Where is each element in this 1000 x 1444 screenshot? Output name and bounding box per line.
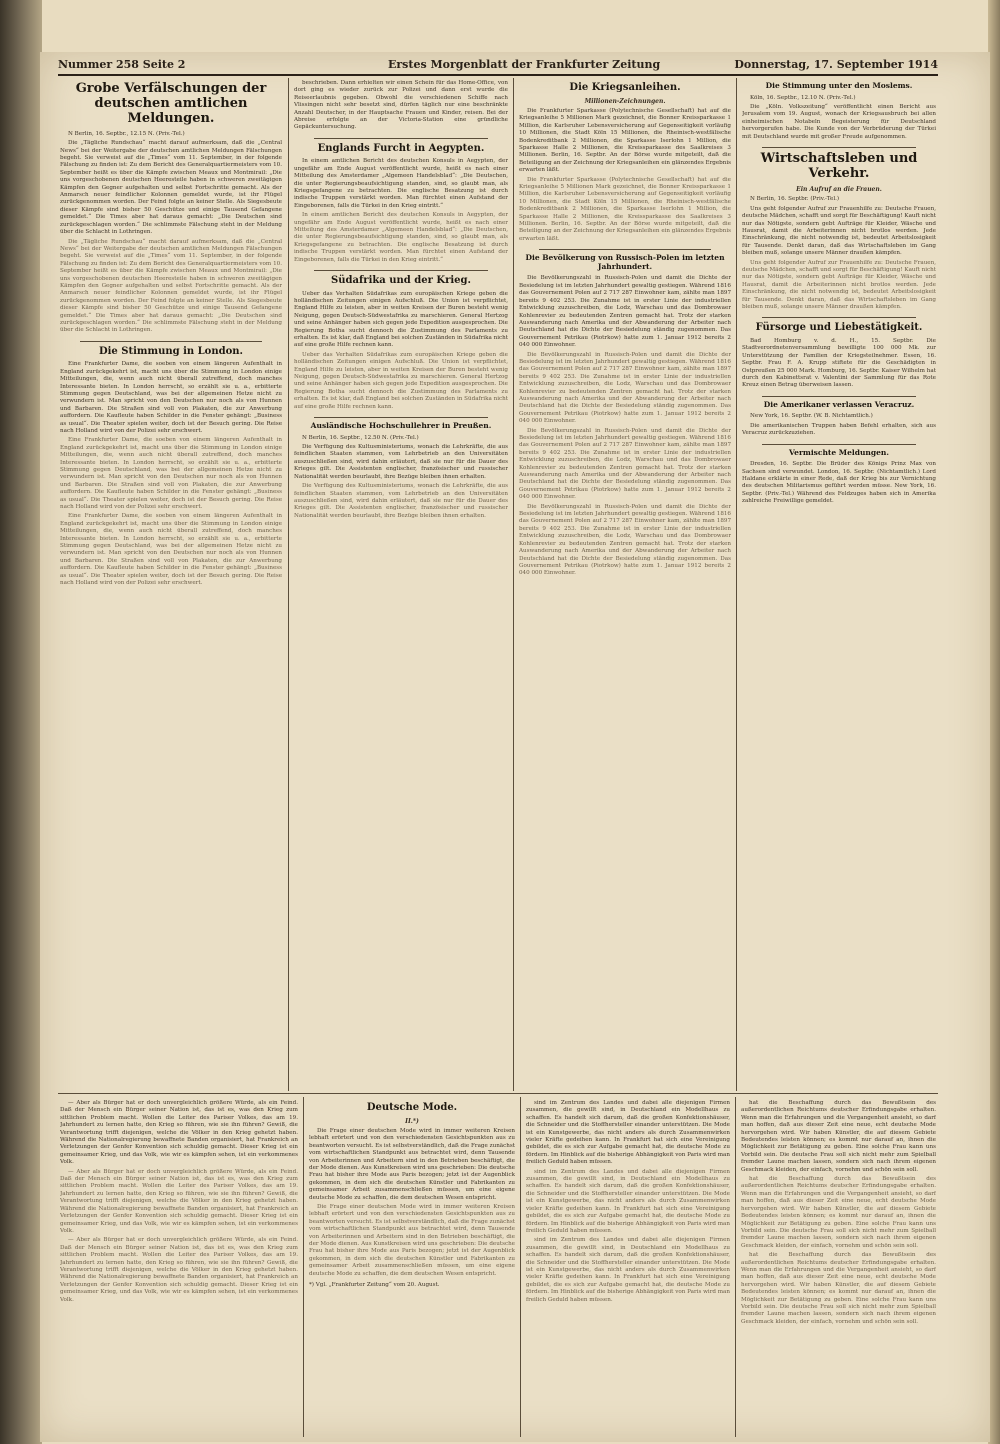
- article-body: Eine Frankfurter Dame, die soeben von einem längeren Aufenthalt in England zurückgekehrt ist, macht uns über die Stimmung in London einige Mitteilungen, die, wenn auch nicht überall zutreffend, doch manches Interessante bieten. In London herrscht, so erzählt sie u. a., erbitterte Stimmung gegen Deutschland, was bei der allgemeinen Hetze nicht zu verwundern ist. Man spricht von den Deutschen nur noch als von Hunnen und Barbaren. Die Straßen sind voll von Plakaten, die zur Anwerbung auffordern. Die Kaufleute haben Schilder in die Fenster gehängt: „Business as usual“. Die Theater spielen weiter, doch ist der Besuch gering. Die Reise nach Holland wird von der Polizei sehr erschwert.: [60, 437, 282, 510]
- article-title: Die Kriegsanleihen.: [569, 82, 681, 93]
- article-number: II.*): [405, 1117, 419, 1125]
- article-dateline: N Berlin, 16. Septbr., 12.50 N. (Priv.-Tel.): [302, 434, 419, 441]
- article-moslems: [742, 82, 936, 141]
- article-body: Die Frage einer deutschen Mode wird in immer weiteren Kreisen lebhaft erörtert und von den verschiedensten Gesichtspunkten aus zu beantworten versucht. Es ist selbstverständlich, daß die Frage zunächst vom wirtschaftlichen Standpunkt aus betrachtet wird, denn Tausende von Arbeiterinnen und Arbeitern sind in den Betrieben beschäftigt, die der Mode dienen. Aus Kunstkreisen wird uns geschrieben: Die deutsche Frau hat bisher ihre Mode aus Paris bezogen; jetzt ist der Augenblick gekommen, in dem sich die deutschen Künstler und Fabrikanten zu gemeinsamer Arbeit zusammenschließen müssen, um eine eigene deutsche Mode zu schaffen, die dem deutschen Wesen entspricht.: [309, 1203, 515, 1277]
- article-wirtschaft: [742, 152, 936, 311]
- article-body: sind im Zentrum des Landes und dabei alle diejenigen Firmen zusammen, die gewillt sind, in Deutschland ein Modellhaus zu schaffen. Es handelt sich darum, daß die großen Konfektionshäuser, die Schneider und die Stoffhersteller einander unterstützen. Die Mode ist ein Kunstgewerbe, das nicht anders als durch Zusammenwirken vieler Kräfte gedeihen kann. In Frankfurt hat sich eine Vereinigung gebildet, die es sich zur Aufgabe gemacht hat, die deutsche Mode zu fördern. Im Hinblick auf die bisherige Abhängigkeit von Paris wird man freilich Geduld haben müssen.: [526, 1237, 730, 1303]
- article-body: — Aber als Bürger hat er doch unvergleichlich größere Würde, als ein Feind. Daß der Mensch ein Bürger seiner Nation ist, das ist es, was den Krieg zum sittlichen Problem macht. Wollen die Leiter des Pariser Volkes, das am 19. Jahrhundert zu lernen hatte, den Krieg so führen, wie sie ihn führen? Gewiß, die Verantwortung trifft diejenigen, welche die Völker in den Krieg gehetzt haben. Während die Nationalregierung bewaffnete Banden organisiert, hat Frankreich an Verletzungen der Genfer Konvention sich schuldig gemacht. Dieser Krieg ist ein gemeinsamer Krieg, und das Volk, wie wir es kämpfen sehen, ist ein verkommenes Volk.: [60, 1168, 298, 1234]
- divider: [80, 341, 262, 342]
- column-2: [294, 80, 508, 1090]
- article-body: — Aber als Bürger hat er doch unvergleichlich größere Würde, als ein Feind. Daß der Mensch ein Bürger seiner Nation ist, das ist es, was den Krieg zum sittlichen Problem macht. Wollen die Leiter des Pariser Volkes, das am 19. Jahrhundert zu lernen hatte, den Krieg so führen, wie sie ihn führen? Gewiß, die Verantwortung trifft diejenigen, welche die Völker in den Krieg gehetzt haben. Während die Nationalregierung bewaffnete Banden organisiert, hat Frankreich an Verletzungen der Genfer Konvention sich schuldig gemacht. Dieser Krieg ist ein gemeinsamer Krieg, und das Volk, wie wir es kämpfen sehen, ist ein verkommenes Volk.: [60, 1100, 298, 1166]
- column-rule: [735, 1097, 736, 1437]
- article-body: In einem amtlichen Bericht des deutschen Konsuls in Aegypten, der ungefähr am Ende August veröffentlicht wurde, heißt es nach einer Mitteilung des Amsterdamer „Algemeen Handelsblad“: „Die Deutschen, die unter Regierungsbeaufsichtigung standen, sind, so glaubt man, als Kriegsgefangene zu betrachten. Die englische Besatzung ist durch indische Truppen verstärkt worden. Man fürchtet einen Aufstand der Eingeborenen, falls die Türkei in den Krieg eintritt.“: [294, 158, 508, 209]
- article-body: hat die Beschaffung durch das Bewußtsein des außerordentlichen Reichtums deutscher Erfindungsgabe erhalten. Wenn man die Erfahrungen und die Vergangenheit ansieht, so darf man hoffen, daß aus dieser Zeit eine neue, echt deutsche Mode hervorgehen wird. Wir haben Künstler, die auf diesem Gebiete Bedeutendes leisten können; es kommt nur darauf an, ihnen die Möglichkeit zur Betätigung zu geben. Eine solche Frau kann uns Vorbild sein. Die deutsche Frau soll sich nicht mehr zum Spielball fremder Laune machen lassen, sondern sich nach ihrem eigenen Geschmack kleiden, der einfach, vornehm und schön sein soll.: [741, 1100, 936, 1173]
- article-body: Uns geht folgender Aufruf zur Frauenhilfe zu: Deutsche Frauen, deutsche Mädchen, schafft und sorgt für Beschäftigung! Kauft nicht nur das Nötigste, sondern gebt Aufträge für Kleider, Wäsche und Hausrat, damit die Arbeiterinnen nicht brotlos werden. Jede Einschränkung, die nicht notwendig ist, bedeutet Arbeitslosigkeit für Tausende. Denkt daran, daß das Wirtschaftsleben im Gang bleiben muß, solange unsere Männer draußen kämpfen.: [742, 259, 936, 311]
- article-body: Uns geht folgender Aufruf zur Frauenhilfe zu: Deutsche Frauen, deutsche Mädchen, schafft und sorgt für Beschäftigung! Kauft nicht nur das Nötigste, sondern gebt Aufträge für Kleider, Wäsche und Hausrat, damit die Arbeiterinnen nicht brotlos werden. Jede Einschränkung, die nicht notwendig ist, bedeutet Arbeitslosigkeit für Tausende. Denkt daran, daß das Wirtschaftsleben im Gang bleiben muß, solange unsere Männer draußen kämpfen.: [742, 205, 936, 257]
- article-body: Bad Homburg v. d. H., 15. Septbr. Die Stadtverordnetenversammlung bewilligte 100 000 Mk. zur Unterstützung der Familien der Kriegsteilnehmer. Essen, 16. Septbr. Frau F. A. Krupp stiftete für die Geschädigten in Ostpreußen 25 000 Mark. Homburg, 16. Septbr. Kaiser Wilhelm hat durch den Kabinettsrat v. Valentini der Sammlung für das Rote Kreuz einen Betrag überweisen lassen.: [742, 337, 936, 389]
- article-body: Die Frankfurter Sparkasse (Polytechnische Gesellschaft) hat auf die Kriegsanleihe 5 Millionen Mark gezeichnet, die Bonner Kreissparkasse 1 Million, die Karlsruher Lebensversicherung auf Gegenseitigkeit vorläufig 10 Millionen, die Stadt Köln 15 Millionen, die Rheinisch-westfälische Bodenkreditbank 2 Millionen, die Sparkasse Iserlohn 1 Million, die Sparkasse Halle 2 Millionen, die Kreissparkasse des Saalkreises 3 Millionen. Berlin, 16. Septbr. An der Börse wurde mitgeteilt, daß die Beteiligung an der Zeichnung der Kriegsanleihen ein glänzendes Ergebnis erwarten läßt.: [519, 176, 731, 242]
- column-4: [742, 80, 936, 1090]
- divider: [314, 417, 488, 418]
- article-title: Die Stimmung in London.: [98, 345, 244, 357]
- article-title: Die Stimmung unter den Moslems.: [765, 81, 913, 90]
- article-suedafrika: [294, 275, 508, 411]
- article-title: Fürsorge und Liebestätigkeit.: [755, 322, 923, 334]
- article-body: Die amerikanischen Truppen haben Befehl erhalten, sich aus Veracruz zurückzuziehen.: [742, 422, 936, 437]
- article-body: sind im Zentrum des Landes und dabei alle diejenigen Firmen zusammen, die gewillt sind, in Deutschland ein Modellhaus zu schaffen. Es handelt sich darum, daß die großen Konfektionshäuser, die Schneider und die Stoffhersteller einander unterstützen. Die Mode ist ein Kunstgewerbe, das nicht anders als durch Zusammenwirken vieler Kräfte gedeihen kann. In Frankfurt hat sich eine Vereinigung gebildet, die es sich zur Aufgabe gemacht hat, die deutsche Mode zu fördern. Im Hinblick auf die bisherige Abhängigkeit von Paris wird man freilich Geduld haben müssen.: [526, 1168, 730, 1234]
- article-title: Wirtschaftsleben und Verkehr.: [760, 151, 918, 181]
- column-rule: [736, 78, 737, 1091]
- divider: [762, 444, 916, 445]
- article-body: Ueber das Verhalten Südafrikas zum europäischen Kriege geben die holländischen Zeitungen einigen Aufschluß. Die Union ist verpflichtet, England Hilfe zu leisten, aber in weiten Kreisen der Buren besteht wenig Neigung, gegen Deutsch-Südwestafrika zu marschieren. General Hertzog und seine Anhänger haben sich gegen jede Expedition ausgesprochen. Die Regierung Botha sucht dennoch die Zustimmung des Parlaments zu erhalten. Es ist klar, daß England bei solchen Zuständen in Südafrika nicht auf eine große Hilfe rechnen kann.: [294, 290, 508, 349]
- article-russisch-polen: [519, 254, 731, 578]
- feuilleton-column-2: [309, 1100, 515, 1435]
- footnote: *) Vgl. „Frankfurter Zeitung“ vom 20. August.: [309, 1282, 440, 1289]
- book-binding: [0, 0, 42, 1444]
- article-body: Eine Frankfurter Dame, die soeben von einem längeren Aufenthalt in England zurückgekehrt ist, macht uns über die Stimmung in London einige Mitteilungen, die, wenn auch nicht überall zutreffend, doch manches Interessante bieten. In London herrscht, so erzählt sie u. a., erbitterte Stimmung gegen Deutschland, was bei der allgemeinen Hetze nicht zu verwundern ist. Man spricht von den Deutschen nur noch als von Hunnen und Barbaren. Die Straßen sind voll von Plakaten, die zur Anwerbung auffordern. Die Kaufleute haben Schilder in die Fenster gehängt: „Business as usual“. Die Theater spielen weiter, doch ist der Besuch gering. Die Reise nach Holland wird von der Polizei sehr erschwert.: [60, 513, 282, 587]
- article-body: Die „Tägliche Rundschau“ macht darauf aufmerksam, daß die „Central News“ bei der Weitergabe der deutschen amtlichen Meldungen Fälschungen begeht. Sie verweist auf die „Times“ vom 11. September, in der folgende Fälschung zu finden ist: Zu dem Bericht des Generalquartiermeisters vom 10. September heißt es über die Kämpfe zwischen Meaux und Montmirail: „Die uns vorgeschobenen deutschen Heeresteile haben in schweren zweitägigen Kämpfen den Gegner aufgehalten und selbst Fortschritte gemacht. Als der Anmarsch neuer feindlicher Kolonnen gemeldet wurde, ist ihr Flügel zurückgenommen worden. Der Feind folgte an keiner Stelle. Als Siegesbeute dieser Kämpfe sind bisher 50 Geschütze und einige Tausend Gefangene gemeldet.“ Die Times aber hat daraus gemacht: „Die Deutschen sind zurückgeschlagen worden.“ Die schlimmste Fälschung steht in der Meldung über die Schlacht in Lothringen.: [60, 140, 282, 236]
- article-title: Die Amerikaner verlassen Veracruz.: [763, 399, 915, 409]
- article-body: Dresden, 16. Septbr. Die Brüder des Königs Prinz Max von Sachsen sind verwundet. London, 16. Septbr. (Nichtamtlich.) Lord Haldane erklärte in einer Rede, daß der Krieg bis zur Vernichtung des deutschen Militarismus geführt werden müsse. New York, 16. Septbr. (Priv.-Tel.) Während des Feldzuges haben sich in Amerika zahlreiche Freiwillige gemeldet.: [742, 461, 936, 505]
- divider: [762, 396, 916, 397]
- newspaper-name: Erstes Morgenblatt der Frankfurter Zeitung: [388, 58, 661, 71]
- article-body: Die Frage einer deutschen Mode wird in immer weiteren Kreisen lebhaft erörtert und von den verschiedensten Gesichtspunkten aus zu beantworten versucht. Es ist selbstverständlich, daß die Frage zunächst vom wirtschaftlichen Standpunkt aus betrachtet wird, denn Tausende von Arbeiterinnen und Arbeitern sind in den Betrieben beschäftigt, die der Mode dienen. Aus Kunstkreisen wird uns geschrieben: Die deutsche Frau hat bisher ihre Mode aus Paris bezogen; jetzt ist der Augenblick gekommen, in dem sich die deutschen Künstler und Fabrikanten zu gemeinsamer Arbeit zusammenschließen müssen, um eine eigene deutsche Mode zu schaffen, die dem deutschen Wesen entspricht.: [309, 1127, 515, 1201]
- article-body: Die Frankfurter Sparkasse (Polytechnische Gesellschaft) hat auf die Kriegsanleihe 5 Millionen Mark gezeichnet, die Bonner Kreissparkasse 1 Million, die Karlsruher Lebensversicherung auf Gegenseitigkeit vorläufig 10 Millionen, die Stadt Köln 15 Millionen, die Rheinisch-westfälische Bodenkreditbank 2 Millionen, die Sparkasse Iserlohn 1 Million, die Sparkasse Halle 2 Millionen, die Kreissparkasse des Saalkreises 3 Millionen. Berlin, 16. Septbr. An der Börse wurde mitgeteilt, daß die Beteiligung an der Zeichnung der Kriegsanleihen ein glänzendes Ergebnis erwarten läßt.: [519, 107, 731, 174]
- article-body: Die „Tägliche Rundschau“ macht darauf aufmerksam, daß die „Central News“ bei der Weitergabe der deutschen amtlichen Meldungen Fälschungen begeht. Sie verweist auf die „Times“ vom 11. September, in der folgende Fälschung zu finden ist: Zu dem Bericht des Generalquartiermeisters vom 10. September heißt es über die Kämpfe zwischen Meaux und Montmirail: „Die uns vorgeschobenen deutschen Heeresteile haben in schweren zweitägigen Kämpfen den Gegner aufgehalten und selbst Fortschritte gemacht. Als der Anmarsch neuer feindlicher Kolonnen gemeldet wurde, ist ihr Flügel zurückgenommen worden. Der Feind folgte an keiner Stelle. Als Siegesbeute dieser Kämpfe sind bisher 50 Geschütze und einige Tausend Gefangene gemeldet.“ Die Times aber hat daraus gemacht: „Die Deutschen sind zurückgeschlagen worden.“ Die schlimmste Fälschung steht in der Meldung über die Schlacht in Lothringen.: [60, 238, 282, 334]
- divider: [762, 317, 916, 318]
- article-dateline: New York, 16. Septbr. (W. B. Nichtamtlich.): [750, 413, 873, 420]
- feuilleton-rule: [58, 1093, 938, 1094]
- article-title: Südafrika und der Krieg.: [331, 275, 471, 287]
- article-title: Vermischte Meldungen.: [789, 447, 889, 457]
- article-title: Die Bevölkerung von Russisch-Polen im letzten Jahrhundert.: [525, 253, 725, 271]
- article-body: beschrieben. Dann erhielten wir einen Schein für das Home-Office, von dort ging es wieder zurück zur Polizei und dann erst wurde die Reiseerlaubnis gegeben. Obwohl die verschiedenen Schiffe nach Vlissingen nicht sehr besetzt sind, dürfen täglich nur eine beschränkte Anzahl Deutscher, in der Hauptsache Frauen und Kinder, reisen. Bei der Abreise erfolgte an der Victoria-Station eine gründliche Gepäckuntersuchung.: [294, 80, 508, 131]
- article-subtitle: Millionen-Zeichnungen.: [584, 97, 666, 105]
- article-body: — Aber als Bürger hat er doch unvergleichlich größere Würde, als ein Feind. Daß der Mensch ein Bürger seiner Nation ist, das ist es, was den Krieg zum sittlichen Problem macht. Wollen die Leiter des Pariser Volkes, das am 19. Jahrhundert zu lernen hatte, den Krieg so führen, wie sie ihn führen? Gewiß, die Verantwortung trifft diejenigen, welche die Völker in den Krieg gehetzt haben. Während die Nationalregierung bewaffnete Banden organisiert, hat Frankreich an Verletzungen der Genfer Konvention sich schuldig gemacht. Dieser Krieg ist ein gemeinsamer Krieg, und das Volk, wie wir es kämpfen sehen, ist ein verkommenes Volk.: [60, 1237, 298, 1303]
- article-body: Die Bevölkerungszahl in Russisch-Polen und damit die Dichte der Besiedelung ist im letzten Jahrhundert gewaltig gestiegen. Während 1816 das Gouvernement Polen auf 2 717 287 Einwohner kam, zählte man 1897 bereits 9 402 253. Die Zunahme ist in erster Linie der industriellen Entwicklung zuzuschreiben, die Lodz, Warschau und das Dombrowaer Kohlenrevier zu bedeutenden Zentren gemacht hat. Trotz der starken Auswanderung nach Amerika und der Abwanderung der Arbeiter nach Deutschland hat die Dichte der Besiedelung ständig zugenommen. Das Gouvernement Petrikau (Piotrkow) hatte zum 1. Januar 1912 bereits 2 040 000 Einwohner.: [519, 275, 731, 349]
- article-dateline: Köln, 16. Septbr., 12.10 N. (Priv.-Tel.): [750, 94, 856, 101]
- article-dateline: N Berlin, 16. Septbr. (Priv.-Tel.): [750, 196, 840, 203]
- divider: [539, 249, 711, 250]
- article-body: sind im Zentrum des Landes und dabei alle diejenigen Firmen zusammen, die gewillt sind, in Deutschland ein Modellhaus zu schaffen. Es handelt sich darum, daß die großen Konfektionshäuser, die Schneider und die Stoffhersteller einander unterstützen. Die Mode ist ein Kunstgewerbe, das nicht anders als durch Zusammenwirken vieler Kräfte gedeihen kann. In Frankfurt hat sich eine Vereinigung gebildet, die es sich zur Aufgabe gemacht hat, die deutsche Mode zu fördern. Im Hinblick auf die bisherige Abhängigkeit von Paris wird man freilich Geduld haben müssen.: [526, 1100, 730, 1166]
- article-body: Ueber das Verhalten Südafrikas zum europäischen Kriege geben die holländischen Zeitungen einigen Aufschluß. Die Union ist verpflichtet, England Hilfe zu leisten, aber in weiten Kreisen der Buren besteht wenig Neigung, gegen Deutsch-Südwestafrika zu marschieren. General Hertzog und seine Anhänger haben sich gegen jede Expedition ausgesprochen. Die Regierung Botha sucht dennoch die Zustimmung des Parlaments zu erhalten. Es ist klar, daß England bei solchen Zuständen in Südafrika nicht auf eine große Hilfe rechnen kann.: [294, 351, 508, 410]
- article-body: Die Verfügung des Kultusministeriums, wonach die Lehrkräfte, die aus feindlichen Staaten stammen, vom Lehrbetrieb an den Universitäten auszuschließen sind, wird dahin erläutert, daß sie nur für die Dauer des Krieges gilt. Die Assistenten englischer, französischer und russischer Nationalität werden beurlaubt, ihre Bezüge bleiben ihnen erhalten.: [294, 483, 508, 519]
- article-vermischte: [742, 449, 936, 506]
- article-subtitle: Ein Aufruf an die Frauen.: [796, 185, 882, 193]
- article-title: Grobe Verfälschungen der deutschen amtlichen Meldungen.: [75, 81, 267, 126]
- masthead: [58, 56, 938, 76]
- article-continuation: [294, 80, 508, 132]
- article-body: Die Bevölkerungszahl in Russisch-Polen und damit die Dichte der Besiedelung ist im letzten Jahrhundert gewaltig gestiegen. Während 1816 das Gouvernement Polen auf 2 717 287 Einwohner kam, zählte man 1897 bereits 9 402 253. Die Zunahme ist in erster Linie der industriellen Entwicklung zuzuschreiben, die Lodz, Warschau und das Dombrowaer Kohlenrevier zu bedeutenden Zentren gemacht hat. Trotz der starken Auswanderung nach Amerika und der Abwanderung der Arbeiter nach Deutschland hat die Dichte der Besiedelung ständig zugenommen. Das Gouvernement Petrikau (Piotrkow) hatte zum 1. Januar 1912 bereits 2 040 000 Einwohner.: [519, 503, 731, 577]
- article-body: hat die Beschaffung durch das Bewußtsein des außerordentlichen Reichtums deutscher Erfindungsgabe erhalten. Wenn man die Erfahrungen und die Vergangenheit ansieht, so darf man hoffen, daß aus dieser Zeit eine neue, echt deutsche Mode hervorgehen wird. Wir haben Künstler, die auf diesem Gebiete Bedeutendes leisten können; es kommt nur darauf an, ihnen die Möglichkeit zur Betätigung zu geben. Eine solche Frau kann uns Vorbild sein. Die deutsche Frau soll sich nicht mehr zum Spielball fremder Laune machen lassen, sondern sich nach ihrem eigenen Geschmack kleiden, der einfach, vornehm und schön sein soll.: [741, 1252, 936, 1325]
- article-title: Englands Furcht in Aegypten.: [317, 142, 485, 154]
- feuilleton-column-4: [741, 1100, 936, 1435]
- article-faelschungen: [60, 82, 282, 335]
- article-hochschullehrer: [294, 422, 508, 520]
- article-body: Eine Frankfurter Dame, die soeben von einem längeren Aufenthalt in England zurückgekehrt ist, macht uns über die Stimmung in London einige Mitteilungen, die, wenn auch nicht überall zutreffend, doch manches Interessante bieten. In London herrscht, so erzählt sie u. a., erbitterte Stimmung gegen Deutschland, was bei der allgemeinen Hetze nicht zu verwundern ist. Man spricht von den Deutschen nur noch als von Hunnen und Barbaren. Die Straßen sind voll von Plakaten, die zur Anwerbung auffordern. Die Kaufleute haben Schilder in die Fenster gehängt: „Business as usual“. Die Theater spielen weiter, doch ist der Besuch gering. Die Reise nach Holland wird von der Polizei sehr erschwert.: [60, 361, 282, 434]
- column-rule: [303, 1097, 304, 1437]
- divider: [314, 138, 488, 139]
- divider: [314, 270, 488, 271]
- article-body: Die Bevölkerungszahl in Russisch-Polen und damit die Dichte der Besiedelung ist im letzten Jahrhundert gewaltig gestiegen. Während 1816 das Gouvernement Polen auf 2 717 287 Einwohner kam, zählte man 1897 bereits 9 402 253. Die Zunahme ist in erster Linie der industriellen Entwicklung zuzuschreiben, die Lodz, Warschau und das Dombrowaer Kohlenrevier zu bedeutenden Zentren gemacht hat. Trotz der starken Auswanderung nach Amerika und der Abwanderung der Arbeiter nach Deutschland hat die Dichte der Besiedelung ständig zugenommen. Das Gouvernement Petrikau (Piotrkow) hatte zum 1. Januar 1912 bereits 2 040 000 Einwohner.: [519, 351, 731, 425]
- article-title: Deutsche Mode.: [366, 1102, 458, 1113]
- feuilleton-column-3: [526, 1100, 730, 1435]
- divider: [762, 147, 916, 148]
- article-title: Ausländische Hochschullehrer in Preußen.: [310, 421, 492, 431]
- column-rule: [513, 78, 514, 1091]
- issue-date: Donnerstag, 17. September 1914: [734, 58, 938, 71]
- article-veracruz: [742, 401, 936, 438]
- article-dateline: N Berlin, 16. Septbr., 12.15 N. (Priv.-Tel.): [68, 130, 185, 137]
- article-body: hat die Beschaffung durch das Bewußtsein des außerordentlichen Reichtums deutscher Erfindungsgabe erhalten. Wenn man die Erfahrungen und die Vergangenheit ansieht, so darf man hoffen, daß aus dieser Zeit eine neue, echt deutsche Mode hervorgehen wird. Wir haben Künstler, die auf diesem Gebiete Bedeutendes leisten können; es kommt nur darauf an, ihnen die Möglichkeit zur Betätigung zu geben. Eine solche Frau kann uns Vorbild sein. Die deutsche Frau soll sich nicht mehr zum Spielball fremder Laune machen lassen, sondern sich nach ihrem eigenen Geschmack kleiden, der einfach, vornehm und schön sein soll.: [741, 1176, 936, 1249]
- column-3: [519, 80, 731, 1090]
- article-london: [60, 346, 282, 588]
- article-body: Die Verfügung des Kultusministeriums, wonach die Lehrkräfte, die aus feindlichen Staaten stammen, vom Lehrbetrieb an den Universitäten auszuschließen sind, wird dahin erläutert, daß sie nur für die Dauer des Krieges gilt. Die Assistenten englischer, französischer und russischer Nationalität werden beurlaubt, ihre Bezüge bleiben ihnen erhalten.: [294, 444, 508, 480]
- column-rule: [520, 1097, 521, 1437]
- article-kriegsanleihen: [519, 82, 731, 243]
- article-fuersorge: [742, 322, 936, 389]
- article-body: In einem amtlichen Bericht des deutschen Konsuls in Aegypten, der ungefähr am Ende August veröffentlicht wurde, heißt es nach einer Mitteilung des Amsterdamer „Algemeen Handelsblad“: „Die Deutschen, die unter Regierungsbeaufsichtigung standen, sind, so glaubt man, als Kriegsgefangene zu betrachten. Die englische Besatzung ist durch indische Truppen verstärkt worden. Man fürchtet einen Aufstand der Eingeborenen, falls die Türkei in den Krieg eintritt.“: [294, 212, 508, 263]
- article-body: Die „Köln. Volkszeitung“ veröffentlicht einen Bericht aus Jerusalem vom 19. August, wonach der Kriegsausbruch bei allen einheimischen Notabeln Begeisterung für Deutschland hervorgerufen habe. Die Kunde von der Verbrüderung der Türkei mit Deutschland wurde mit großer Freude aufgenommen.: [742, 104, 936, 140]
- article-aegypten: [294, 143, 508, 264]
- column-1: [60, 80, 282, 1090]
- column-rule: [288, 78, 289, 1091]
- article-body: Die Bevölkerungszahl in Russisch-Polen und damit die Dichte der Besiedelung ist im letzten Jahrhundert gewaltig gestiegen. Während 1816 das Gouvernement Polen auf 2 717 287 Einwohner kam, zählte man 1897 bereits 9 402 253. Die Zunahme ist in erster Linie der industriellen Entwicklung zuzuschreiben, die Lodz, Warschau und das Dombrowaer Kohlenrevier zu bedeutenden Zentren gemacht hat. Trotz der starken Auswanderung nach Amerika und der Abwanderung der Arbeiter nach Deutschland hat die Dichte der Besiedelung ständig zugenommen. Das Gouvernement Petrikau (Piotrkow) hatte zum 1. Januar 1912 bereits 2 040 000 Einwohner.: [519, 427, 731, 501]
- feuilleton-column-1: [60, 1100, 298, 1435]
- issue-number: Nummer 258 Seite 2: [58, 58, 186, 71]
